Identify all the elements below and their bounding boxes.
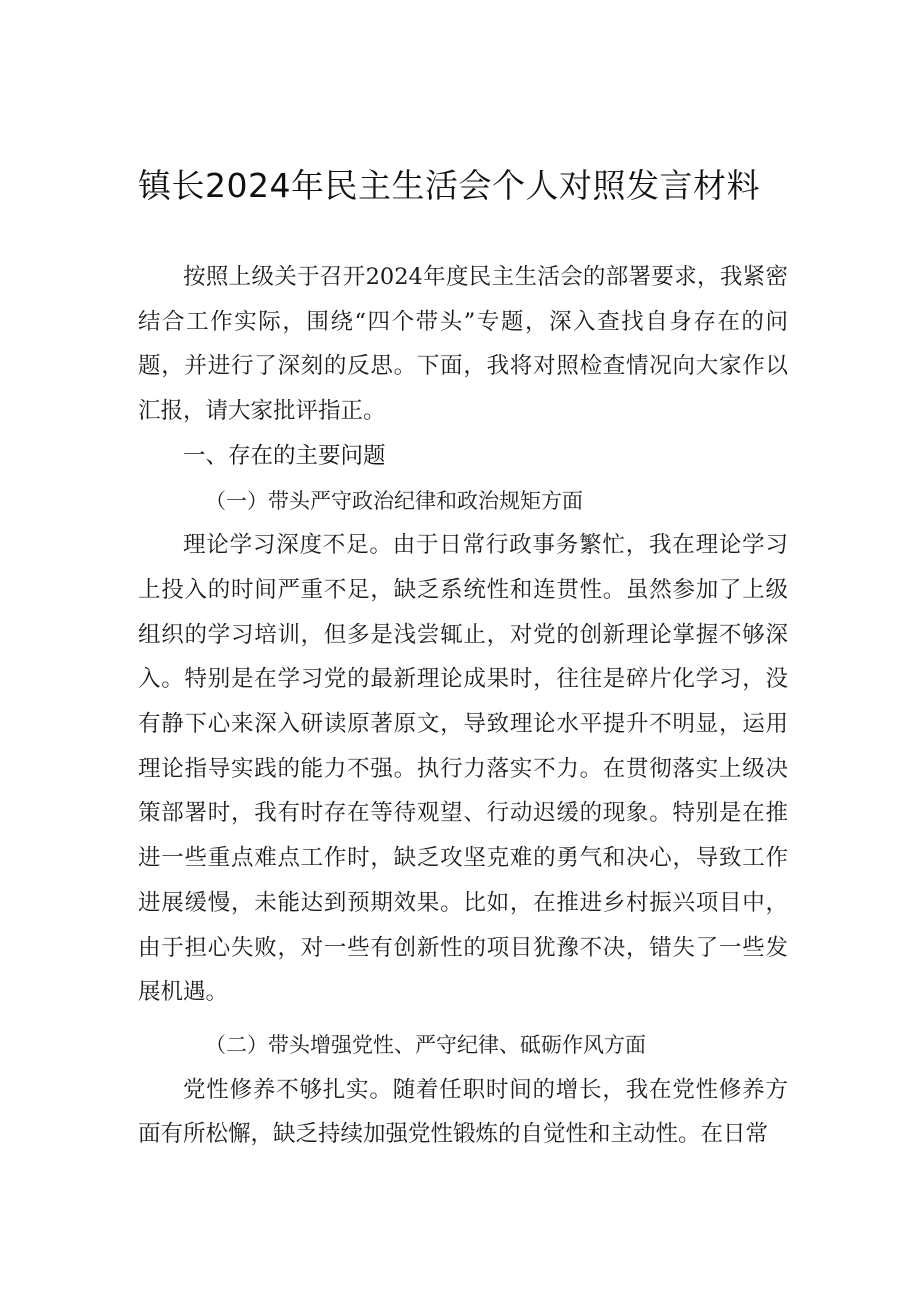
intro-paragraph: 按照上级关于召开2024年度民主生活会的部署要求，我紧密结合工作实际，围绕“四个带头”专题，深入查找自身存在的问题，并进行了深刻的反思。下面，我将对照检查情况向大家作以汇报，请大家批评指正。 — [138, 264, 788, 425]
section-heading-main-problems: 一、存在的主要问题 — [183, 442, 386, 469]
subsection-1-paragraph: 理论学习深度不足。由于日常行政事务繁忙，我在理论学习上投入的时间严重不足，缺乏系统性和连贯性。虽然参加了上级组织的学习培训，但多是浅尝辄止，对党的创新理论掌握不够深入。特别是在学习党的最新理论成果时，往往是碎片化学习，没有静下心来深入研读原著原文，导致理论水平提升不明显，运用理论指导实践的能力不强。执行力落实不力。在贯彻落实上级决策部署时，我有时存在等待观望、行动迟缓的现象。特别是在推进一些重点难点工作时，缺乏攻坚克难的勇气和决心，导致工作进展缓慢，未能达到预期效果。比如，在推进乡村振兴项目中，由于担心失败，对一些有创新性的项目犹豫不决，错失了一些发展机遇。 — [138, 532, 788, 1006]
document-title: 镇长2024年民主生活会个人对照发言材料 — [138, 166, 760, 205]
subsection-heading-1: （一）带头严守政治纪律和政治规矩方面 — [205, 488, 583, 513]
subsection-2-paragraph: 党性修养不够扎实。随着任职时间的增长，我在党性修养方面有所松懈，缺乏持续加强党性锻炼的自觉性和主动性。在日常 — [138, 1076, 788, 1148]
subsection-heading-2: （二）带头增强党性、严守纪律、砥砺作风方面 — [205, 1032, 646, 1057]
document-body — [138, 255, 788, 1157]
